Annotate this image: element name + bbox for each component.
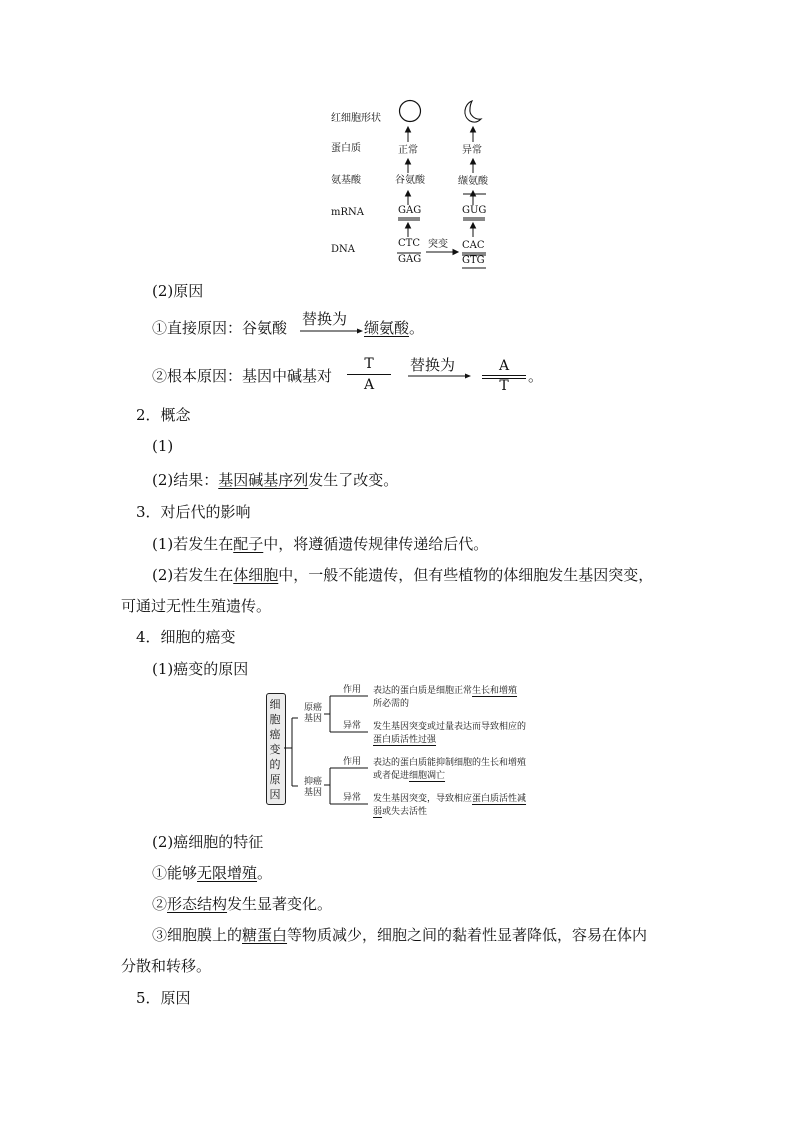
gene2-role-line1: 表达的蛋白质能抑制细胞的生长和增殖 [373,758,527,768]
section2-item2: (2)结果：基因碱基序列发生了改变。 [152,471,399,489]
gene1-role-label: 作用 [343,685,362,695]
gene1-role-line1: 表达的蛋白质是细胞正常生长和增殖 [373,686,518,696]
section3-item1: (1)若发生在配子中，将遵循遗传规律传递给后代。 [152,535,489,553]
gene1-abn-line1: 发生基因突变或过量表达而导致相应的 [373,722,527,732]
section5-heading: 5．原因 [136,989,191,1007]
cancer-root-label: 细胞癌变的原因 [269,698,281,801]
root-from-line [347,374,391,375]
section3-heading: 3．对后代的影响 [136,503,251,521]
row-label-shape: 红细胞形状 [331,113,381,124]
normal-dna-top: CTC [398,238,420,249]
mutation-label: 突变 [428,239,448,250]
root-cause-prefix: ②根本原因：基因中碱基对 [152,367,333,385]
row-label-dna: DNA [331,244,355,255]
feature-3: ③细胞膜上的糖蛋白等物质减少，细胞之间的黏着性显著降低，容易在体内 [152,926,648,944]
gene2-abn-line1: 发生基因突变，导致相应蛋白质活性减 [373,794,527,804]
normal-cell-icon [400,101,421,122]
feature-3-cont: 分散和转移。 [121,957,212,975]
root-from-top: T [364,356,374,372]
root-end: 。 [528,367,544,385]
abnormal-protein: 异常 [462,145,482,156]
direct-arrow-icon [300,326,364,336]
direct-result: 缬氨酸。 [364,319,425,337]
direct-cause-prefix: ①直接原因：谷氨酸 [152,319,288,337]
section4-sub2: (2)癌细胞的特征 [152,833,264,851]
abnormal-dna-top: CAC [462,240,485,251]
normal-mrna: GAG [398,205,422,216]
root-to-top: A [498,358,510,374]
gene2-role-label: 作用 [343,757,362,767]
sickle-cell-icon [465,101,481,122]
section3-item2: (2)若发生在体细胞中，一般不能遗传，但有些植物的体细胞发生基因突变， [152,566,654,584]
root-arrow-icon [408,371,472,381]
gene1-label: 原癌基因 [303,703,322,724]
row-label-protein: 蛋白质 [331,143,361,154]
normal-amino: 谷氨酸 [395,175,425,186]
section3-item2-cont: 可通过无性生殖遗传。 [121,597,272,615]
abnormal-mrna: GUG [462,205,487,216]
row-label-mrna: mRNA [331,207,364,218]
direct-result-value: 缬氨酸 [364,319,410,337]
gene1-abn-line2: 蛋白质活性过强 [373,735,437,745]
feature-2: ②形态结构发生显著变化。 [152,895,333,913]
gene2-abn-line2: 弱或失去活性 [373,807,428,817]
cause-heading: (2)原因 [152,282,204,300]
root-from-bottom: A [363,377,375,393]
section4-sub1: (1)癌变的原因 [152,660,249,678]
normal-dna-bottom: GAG [398,254,422,265]
abnormal-amino: 缬氨酸 [458,176,488,187]
normal-protein: 正常 [398,145,418,156]
gene2-label: 抑癌基因 [303,777,322,798]
gene1-role-line2: 所必需的 [373,699,410,709]
section2-heading: 2．概念 [136,406,191,424]
direct-cause [152,318,287,338]
root-arrow-label: 替换为 [410,356,456,374]
gene1-abnormal-label: 异常 [343,721,362,731]
root-to-line-1 [482,375,526,376]
root-to-bottom: T [499,378,509,394]
section2-item1: (1) [152,437,174,455]
gene2-role-line2: 或者促进细胞凋亡 [373,771,446,781]
abnormal-dna-bottom: GTG [462,255,485,266]
feature-1: ①能够无限增殖。 [152,864,273,882]
row-label-amino: 氨基酸 [331,175,361,186]
direct-arrow-label: 替换为 [302,310,348,328]
section4-heading: 4．细胞的癌变 [136,628,236,646]
gene2-abnormal-label: 异常 [343,793,362,803]
